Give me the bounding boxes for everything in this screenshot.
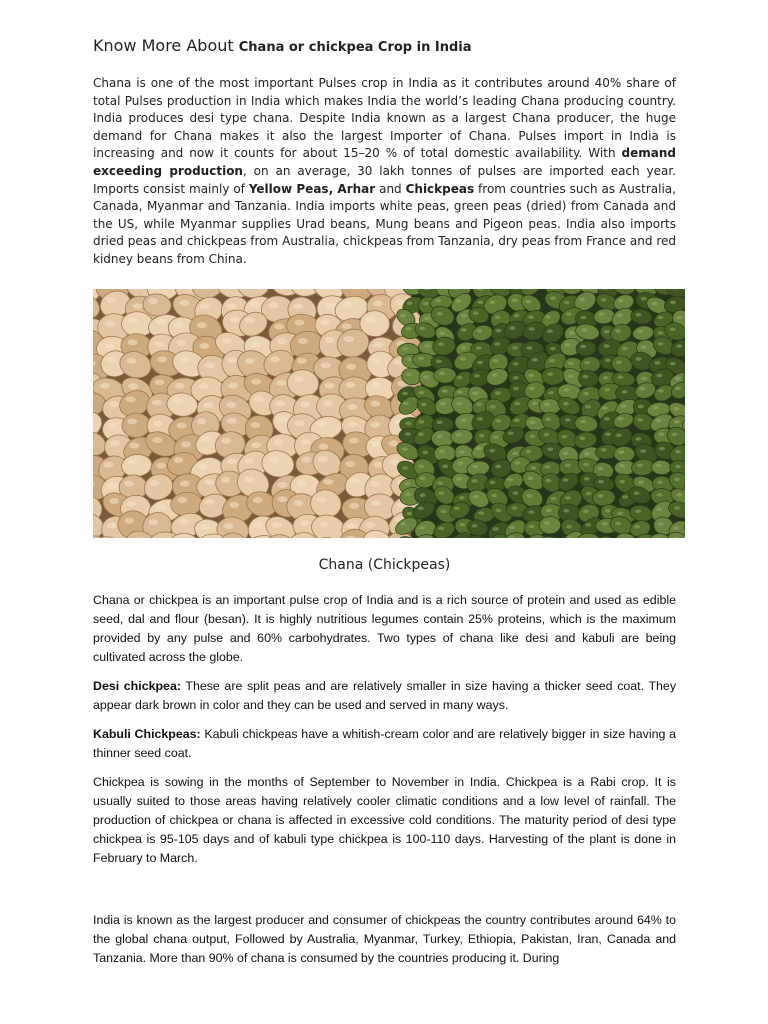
intro-yellow-bold: Yellow Peas, Arhar bbox=[248, 181, 376, 196]
desi-text: These are split peas and are relatively smaller in size having a thicker seed coat. They appear dark brown in color and they can be used and served in many ways. bbox=[93, 679, 677, 712]
page-title bbox=[93, 36, 676, 55]
intro-after-demand: , on an average, 30 lakh tonnes of pulses are imported each year. Imports consist mainly of bbox=[93, 163, 676, 196]
desi-paragraph bbox=[93, 677, 676, 715]
image-caption: Chana (Chickpeas) bbox=[318, 557, 451, 573]
body-content bbox=[93, 591, 676, 978]
intro-and: and bbox=[379, 181, 402, 196]
body-paragraph-4: Chickpea is sowing in the months of September to November in India. Chickpea is a Rabi crop. It is usually suited to those areas having relatively cooler climatic conditions and a low level of rainfall. The production of chickpea or chana is affected in excessive cold conditions. The maturity period of desi type chickpea is 95-105 days and of kabuli type chickpea is 100-110 days. Harvesting of the plant is done in February to March. bbox=[93, 775, 676, 865]
chickpeas-photo bbox=[93, 289, 685, 538]
intro-chickpeas-bold: Chickpeas bbox=[405, 181, 475, 196]
desi-label: Desi chickpea: bbox=[93, 679, 181, 693]
intro-paragraph bbox=[93, 75, 676, 269]
body-paragraph-1: Chana or chickpea is an important pulse crop of India and is a rich source of protein and used as edible seed, dal and flour (besan). It is highly nutritious legumes contain 25% proteins, which is the maximum provided by any pulse and 60% carbohydrates. Two types of chana like desi and kabuli are being cultivated across the globe. bbox=[93, 593, 676, 664]
chickpeas-photo-svg bbox=[93, 289, 685, 538]
spacer bbox=[93, 878, 676, 911]
kabuli-text: Kabuli chickpeas have a whitish-cream color and are relatively bigger in size having a thinner seed coat. bbox=[93, 727, 676, 760]
intro-demand-bold: demand exceeding production bbox=[93, 146, 676, 178]
intro-with: With bbox=[588, 146, 616, 161]
title-rest: Chana or chickpea Crop in India bbox=[238, 40, 472, 55]
page-header bbox=[93, 36, 676, 269]
kabuli-label: Kabuli Chickpeas: bbox=[93, 727, 201, 741]
title-lead: Know More About bbox=[93, 36, 234, 55]
body-paragraph-5: India is known as the largest producer and consumer of chickpeas the country contributes around 64% to the global chana output, Followed by Australia, Myanmar, Turkey, Ethiopia, Pakistan, Iran, Canada and Tanzania. More than 90% of chana is consumed by the countries producing it. During bbox=[93, 913, 676, 965]
intro-p1: Chana is one of the most important Pulses crop in India as it contributes around 40% share of total Pulses production in India which makes India the world’s leading Chana producing country. India produces desi type chana. Despite India known as a largest Chana producer, the huge demand for Chana makes it also the largest Importer of Chana. Pulses import in India is increasing and now it counts for about 15–20 % of total domestic availability. bbox=[93, 76, 676, 161]
kabuli-paragraph bbox=[93, 725, 676, 763]
intro-rest: from countries such as Australia, Canada, Myanmar and Tanzania. India imports white peas, green peas (dried) from Canada and the US, while Myanmar supplies Urad beans, Mung beans and Pigeon peas. India also imports dried peas and chickpeas from Australia, chickpeas from Tanzania, dry peas from France and red kidney beans from China. bbox=[93, 181, 676, 266]
